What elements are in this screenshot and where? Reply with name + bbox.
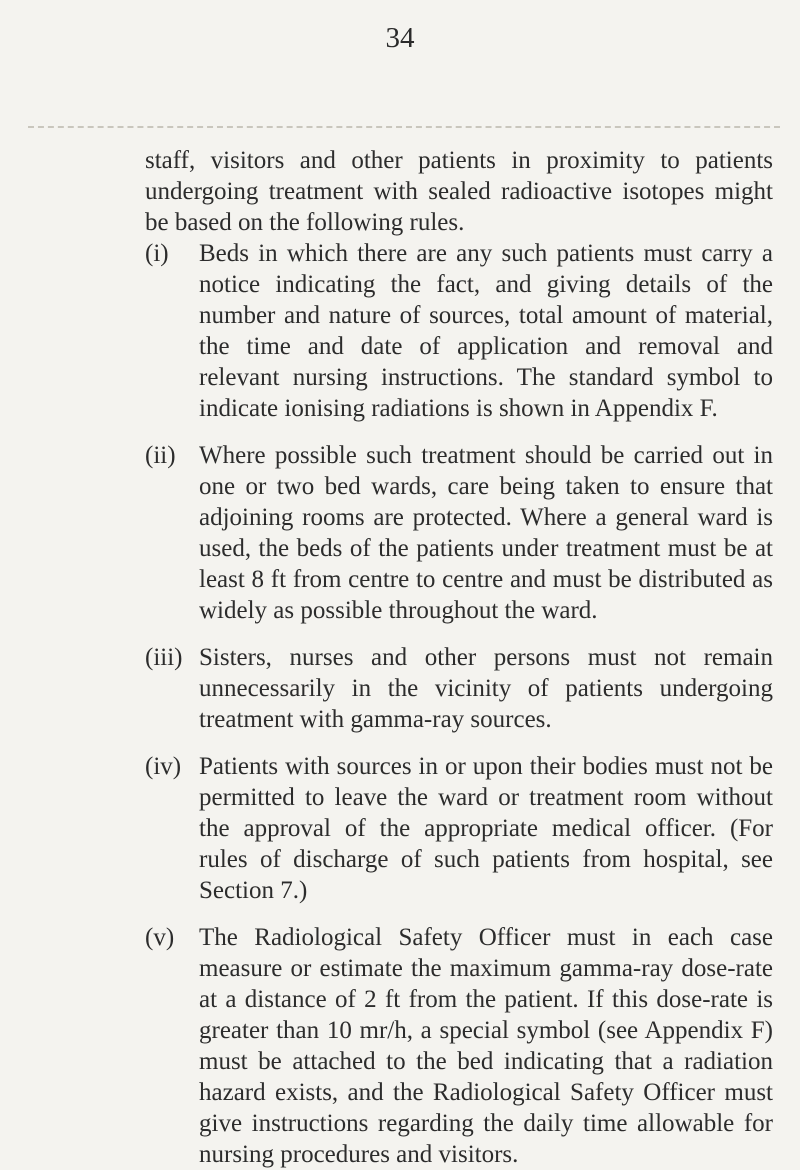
rule-number: (iv)	[145, 753, 182, 780]
rule-number: (ii)	[145, 442, 176, 469]
rule-item-ii	[145, 440, 773, 626]
rule-text: Sisters, nurses and other persons must not remain unnecessarily in the vicinity of patients undergoing treatment with gamma-ray sources.	[199, 644, 773, 733]
rule-item-v	[145, 922, 773, 1170]
top-divider	[28, 126, 780, 128]
rule-text: The Radiological Safety Officer must in each case measure or estimate the maximum gamma-ray dose-rate at a distance of 2 ft from the patient. If this dose-rate is greater than 10 mr/h, a special symbol (see Appendix F) must be attached to the bed indicating that a radiation hazard exists, and the Radiological Safety Officer must give instructions regarding the daily time allowable for nursing procedures and visitors.	[199, 924, 773, 1168]
page-number: 34	[385, 22, 415, 54]
rule-item-iii	[145, 642, 773, 735]
rule-text: Where possible such treatment should be carried out in one or two bed wards, care being taken to ensure that adjoining rooms are protected. Where a general ward is used, the beds of the patients under treatment must be at least 8 ft from centre to centre and must be distributed as widely as possible throughout the ward.	[199, 442, 773, 624]
rule-number: (v)	[145, 924, 175, 951]
rule-number: (iii)	[145, 644, 183, 671]
rule-item-i	[145, 238, 773, 424]
rule-number: (i)	[145, 240, 169, 267]
rule-text: Patients with sources in or upon their bodies must not be permitted to leave the ward or treatment room without the approval of the appropriate medical officer. (For rules of discharge of such patients from hospital, see Section 7.)	[199, 753, 773, 904]
intro-paragraph: staff, visitors and other patients in proximity to patients undergoing treatment with sealed radioactive isotopes might be based on the following rules.	[145, 147, 773, 236]
rules-list	[145, 238, 773, 1170]
rule-text: Beds in which there are any such patients must carry a notice indicating the fact, and giving details of the number and nature of sources, total amount of material, the time and date of application and removal and relevant nursing instructions. The standard symbol to indicate ionising radiations is shown in Appendix F.	[199, 240, 773, 422]
rule-item-iv	[145, 751, 773, 906]
